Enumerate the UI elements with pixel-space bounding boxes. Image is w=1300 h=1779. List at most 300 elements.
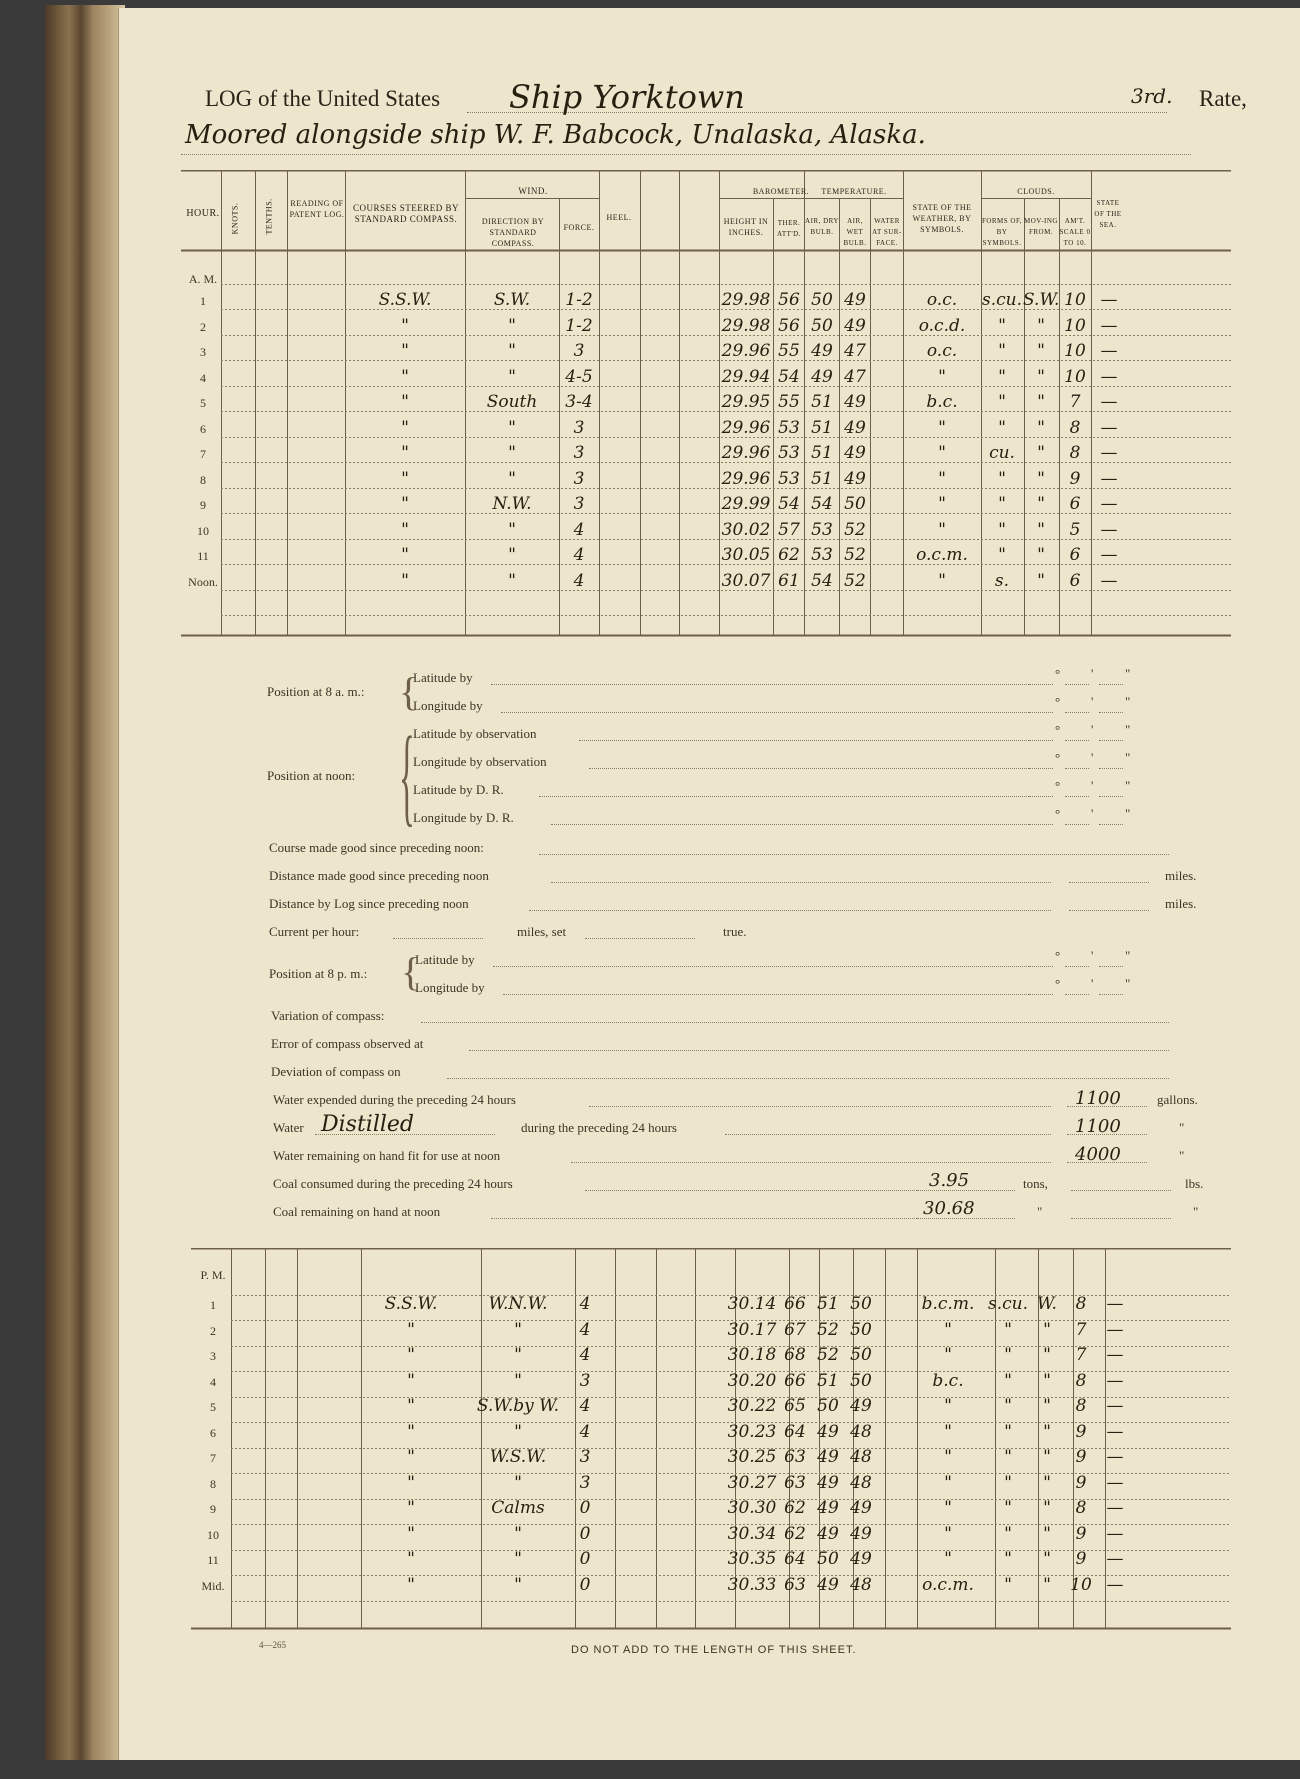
wind-force-cell: 3 (573, 468, 585, 489)
cloud-forms-cell: " (1004, 1345, 1012, 1365)
sea-cell: — (1106, 1549, 1124, 1569)
course-cell: " (407, 1447, 415, 1467)
wind-force-cell: 4 (573, 570, 585, 591)
col-temperature: TEMPERATURE. (821, 187, 887, 196)
sec-blank (1099, 994, 1123, 995)
weather-cell: " (944, 1549, 952, 1569)
wind-force-cell: 0 (579, 1523, 591, 1544)
wet-bulb-cell: 50 (850, 1370, 872, 1391)
sea-cell: — (1100, 570, 1118, 591)
barometer-cell: 30.02 (721, 519, 771, 540)
cloud-forms-cell: " (998, 545, 1006, 565)
weather-cell: " (938, 519, 946, 540)
log-page (118, 8, 1300, 1760)
min-blank (1065, 824, 1089, 825)
cloud-forms-cell: s.cu. (981, 290, 1022, 310)
wet-bulb-cell: 48 (850, 1472, 872, 1493)
weather-cell: " (938, 494, 946, 514)
sec-blank (1099, 684, 1123, 685)
current-per-hour: Current per hour: (269, 924, 360, 939)
sec-mark: " (1125, 778, 1131, 793)
min-mark: ' (1091, 778, 1094, 793)
true-label: true. (723, 924, 747, 939)
cloud-amount-cell: 8 (1075, 1294, 1087, 1314)
barometer-cell: 30.34 (727, 1523, 777, 1544)
cloud-amount-cell: 8 (1075, 1396, 1087, 1416)
weather-cell: o.c.m. (922, 1574, 974, 1595)
water-expended-line (1067, 1106, 1147, 1107)
sea-cell: — (1100, 519, 1118, 540)
ship-rate: 3rd. (1131, 84, 1173, 108)
ther-cell: 56 (778, 290, 800, 310)
ther-cell: 57 (778, 519, 800, 540)
cloud-amount-cell: 6 (1069, 570, 1081, 591)
course-cell: " (401, 341, 409, 361)
weather-cell: o.c.m. (916, 545, 968, 565)
cloud-amount-cell: 10 (1064, 315, 1086, 336)
dry-bulb-cell: 54 (811, 494, 833, 514)
wet-bulb-cell: 49 (850, 1523, 872, 1544)
water-remaining-dots (571, 1162, 1051, 1163)
weather-cell: " (938, 417, 946, 438)
coal-consumed-dots (585, 1190, 941, 1191)
ther-cell: 53 (778, 468, 800, 489)
weather-cell: " (938, 443, 946, 463)
cloud-forms-cell: " (1004, 1472, 1012, 1493)
course-good: Course made good since preceding noon: (269, 840, 484, 855)
wind-force-cell: 4 (579, 1396, 591, 1416)
barometer-cell: 29.96 (721, 341, 771, 361)
col-wind: WIND. (518, 186, 548, 196)
sea-cell: — (1106, 1498, 1124, 1518)
col-height: HEIGHT IN INCHES. (723, 217, 769, 237)
wind-force-cell: 3 (579, 1370, 591, 1391)
hour-label: Mid. (201, 1578, 225, 1593)
min-blank (1065, 740, 1089, 741)
sec-blank (1099, 712, 1123, 713)
water-type: Distilled (321, 1112, 415, 1137)
sec-blank (1099, 824, 1123, 825)
water-remaining-value: 4000 (1075, 1144, 1121, 1165)
dry-bulb-cell: 53 (811, 545, 833, 565)
sec-mark: " (1125, 976, 1131, 991)
cloud-amount-cell: 9 (1075, 1549, 1087, 1569)
dry-bulb-cell: 50 (811, 315, 833, 336)
barometer-cell: 29.95 (721, 392, 771, 412)
cloud-forms-cell: " (1004, 1574, 1012, 1595)
dry-bulb-cell: 50 (817, 1549, 839, 1569)
sec-blank (1099, 768, 1123, 769)
barometer-cell: 30.14 (727, 1294, 777, 1314)
wind-direction-cell: " (508, 519, 516, 540)
cloud-forms-cell: " (998, 341, 1006, 361)
min-blank (1065, 966, 1089, 967)
hour-label: 3 (200, 345, 206, 359)
wind-force-cell: 4 (579, 1294, 591, 1314)
cloud-moving-cell: W. (1037, 1294, 1057, 1314)
sea-cell: — (1100, 341, 1118, 361)
wet-bulb-cell: 50 (850, 1345, 872, 1365)
form-number: 4—265 (259, 1640, 286, 1650)
variation-dots (421, 1022, 1169, 1023)
wet-bulb-cell: 52 (844, 570, 866, 591)
wind-force-cell: 3 (573, 494, 585, 514)
weather-cell: " (938, 570, 946, 591)
hour-label: 10 (197, 523, 209, 538)
cloud-forms-cell: " (998, 494, 1006, 514)
ther-cell: 63 (784, 1574, 806, 1595)
deg-blank (1029, 824, 1053, 825)
distance-good: Distance made good since preceding noon (269, 868, 489, 883)
col-water-surface: WATER AT SUR-FACE. (872, 217, 902, 247)
wet-bulb-cell: 49 (844, 417, 866, 438)
hour-label: 8 (200, 472, 206, 487)
wet-bulb-cell: 48 (850, 1421, 872, 1442)
cloud-forms-cell: " (998, 392, 1006, 412)
wet-bulb-cell: 52 (844, 545, 866, 565)
wet-bulb-cell: 48 (850, 1574, 872, 1595)
water-remaining: Water remaining on hand fit for use at noon (273, 1148, 501, 1163)
cloud-forms-cell: " (1004, 1396, 1012, 1416)
barometer-cell: 29.96 (721, 417, 771, 438)
cloud-amount-cell: 9 (1075, 1523, 1087, 1544)
hour-label: 11 (197, 549, 209, 563)
sea-cell: — (1106, 1370, 1124, 1391)
wind-direction-cell: " (514, 1574, 522, 1595)
wind-direction-cell: " (514, 1370, 522, 1391)
distance-log: Distance by Log since preceding noon (269, 896, 469, 911)
error-dots (469, 1050, 1169, 1051)
cloud-amount-cell: 10 (1064, 366, 1086, 387)
wet-bulb-cell: 52 (844, 519, 866, 540)
cloud-amount-cell: 7 (1075, 1319, 1087, 1340)
hour-label: 5 (200, 396, 206, 410)
cloud-forms-cell: " (1004, 1319, 1012, 1340)
wind-force-cell: 1-2 (565, 315, 593, 336)
set-dots (585, 938, 695, 939)
course-cell: " (407, 1498, 415, 1518)
deg-mark: ° (1055, 948, 1061, 963)
deg-blank (1029, 684, 1053, 685)
coal-remaining-dots (491, 1218, 941, 1219)
min-blank (1065, 768, 1089, 769)
col-wind-direction: DIRECTION BY STANDARD COMPASS. (481, 217, 545, 248)
distance-log-value (1069, 910, 1149, 911)
course-cell: " (401, 545, 409, 565)
weather-cell: " (944, 1421, 952, 1442)
wind-direction-cell: " (508, 468, 516, 489)
long-by-8pm: Longitude by (415, 980, 485, 995)
wind-force-cell: 3 (573, 417, 585, 438)
cloud-moving-cell: S.W. (1023, 290, 1060, 310)
hour-label: Noon. (188, 574, 218, 589)
col-sea: STATE OF THE SEA. (1094, 199, 1122, 229)
water-expended: Water expended during the preceding 24 hours (273, 1092, 516, 1107)
min-mark: ' (1091, 976, 1094, 991)
hour-label: 1 (200, 294, 206, 308)
am-label: A. M. (188, 272, 218, 286)
course-cell: " (407, 1319, 415, 1340)
ther-cell: 61 (778, 570, 800, 591)
cloud-amount-cell: 9 (1075, 1421, 1087, 1442)
course-cell: " (407, 1549, 415, 1569)
hour-label: 5 (210, 1400, 216, 1414)
coal-remaining: Coal remaining on hand at noon (273, 1204, 441, 1219)
lat-8am-dots (491, 684, 1051, 685)
pos-8am-label: Position at 8 a. m.: (267, 684, 365, 699)
water-expended-value: 1100 (1075, 1088, 1121, 1109)
barometer-cell: 30.05 (721, 545, 771, 565)
dry-bulb-cell: 49 (817, 1523, 839, 1544)
min-mark: ' (1091, 750, 1094, 765)
course-cell: S.S.W. (378, 290, 432, 310)
barometer-cell: 30.27 (727, 1472, 777, 1493)
dry-bulb-cell: 52 (817, 1319, 839, 1340)
cloud-moving-cell: " (1043, 1574, 1051, 1595)
ship-name: Ship Yorktown (509, 78, 745, 116)
brace-8am: { (399, 669, 419, 714)
course-cell: " (407, 1396, 415, 1416)
course-cell: " (401, 468, 409, 489)
course-cell: " (401, 570, 409, 591)
wind-force-cell: 4 (573, 545, 585, 565)
cloud-moving-cell: " (1037, 519, 1045, 540)
coal-consumed-value: 3.95 (929, 1170, 970, 1191)
cloud-forms-cell: s.cu. (987, 1294, 1028, 1314)
barometer-cell: 29.98 (721, 315, 771, 336)
wind-direction-cell: " (514, 1345, 522, 1365)
dry-bulb-cell: 51 (817, 1294, 839, 1314)
ditto-1: " (1179, 1120, 1185, 1135)
ther-cell: 62 (784, 1498, 806, 1518)
cloud-amount-cell: 5 (1069, 519, 1081, 540)
cloud-amount-cell: 6 (1069, 545, 1081, 565)
wet-bulb-cell: 50 (844, 494, 866, 514)
dry-bulb-cell: 49 (817, 1421, 839, 1442)
cloud-moving-cell: " (1037, 545, 1045, 565)
deg-blank (1029, 768, 1053, 769)
barometer-cell: 30.23 (727, 1421, 777, 1442)
col-wet-bulb: AIR, WET BULB. (843, 217, 867, 247)
course-cell: " (401, 443, 409, 463)
wind-force-cell: 3 (579, 1472, 591, 1493)
barometer-cell: 29.94 (721, 366, 771, 387)
cloud-forms-cell: " (1004, 1523, 1012, 1544)
col-hour: HOUR. (186, 208, 220, 219)
dry-bulb-cell: 53 (811, 519, 833, 540)
cloud-forms-cell: " (1004, 1498, 1012, 1518)
cloud-moving-cell: " (1037, 417, 1045, 438)
wet-bulb-cell: 49 (844, 392, 866, 412)
sea-cell: — (1100, 417, 1118, 438)
book-page-edges (45, 5, 125, 1760)
deg-blank (1029, 796, 1053, 797)
long-by-8am: Longitude by (413, 698, 483, 713)
deg-blank (1029, 712, 1053, 713)
weather-cell: b.c.m. (921, 1294, 975, 1314)
col-cloud-moving: MOV-ING FROM. (1024, 217, 1058, 236)
cloud-amount-cell: 10 (1070, 1574, 1092, 1595)
sec-mark: " (1125, 750, 1131, 765)
wind-force-cell: 0 (579, 1574, 591, 1595)
log-title-label: LOG of the United States (205, 86, 441, 111)
water-distilled-dots (725, 1134, 1051, 1135)
cloud-amount-cell: 9 (1075, 1447, 1087, 1467)
dry-bulb-cell: 49 (817, 1498, 839, 1518)
sec-blank (1099, 740, 1123, 741)
sea-cell: — (1100, 315, 1118, 336)
lat-8pm-dots (493, 966, 1053, 967)
dry-bulb-cell: 54 (811, 570, 833, 591)
weather-cell: " (938, 468, 946, 489)
barometer-cell: 30.07 (721, 570, 771, 591)
rate-label: Rate, (1199, 86, 1247, 111)
course-cell: " (401, 519, 409, 540)
wind-direction-cell: W.N.W. (488, 1294, 548, 1314)
cloud-forms-cell: " (998, 417, 1006, 438)
hour-label: 3 (210, 1349, 216, 1363)
cloud-amount-cell: 10 (1064, 290, 1086, 310)
ther-cell: 64 (784, 1549, 806, 1569)
course-cell: " (407, 1345, 415, 1365)
wet-bulb-cell: 50 (850, 1319, 872, 1340)
lbs-label: lbs. (1185, 1176, 1204, 1191)
course-cell: " (407, 1370, 415, 1391)
wet-bulb-cell: 50 (850, 1294, 872, 1314)
long-obs: Longitude by observation (413, 754, 547, 769)
wind-direction-cell: " (508, 545, 516, 565)
hour-label: 4 (200, 370, 206, 385)
hour-label: 7 (200, 447, 206, 461)
lat-by-8pm: Latitude by (415, 952, 475, 967)
wind-direction-cell: S.W.by W. (476, 1396, 560, 1416)
wind-force-cell: 3 (573, 443, 585, 463)
weather-cell: " (944, 1498, 952, 1518)
sea-cell: — (1106, 1396, 1124, 1416)
wet-bulb-cell: 49 (850, 1549, 872, 1569)
hour-label: 2 (200, 319, 206, 334)
coal-consumed: Coal consumed during the preceding 24 hours (273, 1176, 513, 1191)
deg-mark: ° (1055, 750, 1061, 765)
barometer-cell: 30.22 (727, 1396, 777, 1416)
water-distilled-line (1067, 1134, 1147, 1135)
cloud-moving-cell: " (1043, 1319, 1051, 1340)
wet-bulb-cell: 49 (844, 443, 866, 463)
error-compass: Error of compass observed at (271, 1036, 424, 1051)
cloud-amount-cell: 9 (1075, 1472, 1087, 1493)
wind-direction-cell: S.W. (493, 290, 531, 310)
sec-blank (1099, 796, 1123, 797)
cloud-moving-cell: " (1043, 1472, 1051, 1493)
ditto-2: " (1179, 1148, 1185, 1163)
sea-cell: — (1106, 1574, 1124, 1595)
min-mark: ' (1091, 948, 1094, 963)
miles-2: miles. (1165, 896, 1197, 911)
barometer-cell: 29.98 (721, 290, 771, 310)
dry-bulb-cell: 51 (811, 392, 833, 412)
tons-label: tons, (1023, 1176, 1048, 1191)
course-cell: " (401, 417, 409, 438)
min-blank (1065, 796, 1089, 797)
water-type-line (315, 1134, 495, 1135)
cloud-moving-cell: " (1043, 1421, 1051, 1442)
wet-bulb-cell: 49 (850, 1396, 872, 1416)
ther-cell: 66 (784, 1370, 806, 1391)
cloud-moving-cell: " (1043, 1396, 1051, 1416)
wind-force-cell: 4-5 (565, 366, 593, 387)
barometer-cell: 30.17 (727, 1319, 777, 1340)
col-barometer: BAROMETER. (752, 187, 810, 196)
barometer-cell: 30.25 (727, 1447, 777, 1467)
dry-bulb-cell: 50 (811, 290, 833, 310)
col-ther: THER. ATT'D. (777, 219, 801, 238)
deg-mark: ° (1055, 666, 1061, 681)
wind-force-cell: 4 (579, 1319, 591, 1340)
min-mark: ' (1091, 666, 1094, 681)
long-8pm-dots (503, 994, 1053, 995)
dry-bulb-cell: 51 (811, 417, 833, 438)
sea-cell: — (1100, 443, 1118, 463)
col-wind-force: FORCE. (563, 223, 595, 232)
water-during: during the preceding 24 hours (521, 1120, 677, 1135)
sea-cell: — (1106, 1345, 1124, 1365)
cloud-forms-cell: " (998, 366, 1006, 387)
weather-cell: " (944, 1396, 952, 1416)
ther-cell: 54 (778, 366, 800, 387)
deg-blank (1029, 740, 1053, 741)
wet-bulb-cell: 49 (844, 290, 866, 310)
sec-blank (1099, 966, 1123, 967)
location-underline (181, 154, 1191, 155)
coal-remaining-lbs-line (1071, 1218, 1171, 1219)
col-cloud-amount: AM'T. SCALE 0 TO 10. (1059, 217, 1091, 247)
weather-cell: o.c.d. (918, 315, 966, 336)
ther-cell: 63 (784, 1447, 806, 1467)
barometer-cell: 30.20 (727, 1370, 777, 1391)
cloud-amount-cell: 7 (1075, 1345, 1087, 1365)
col-tenths: TENTHS. (264, 198, 274, 235)
min-blank (1065, 684, 1089, 685)
weather-cell: b.c. (926, 392, 958, 412)
weather-cell: b.c. (932, 1370, 964, 1391)
dry-bulb-cell: 50 (817, 1396, 839, 1416)
sec-mark: " (1125, 948, 1131, 963)
wind-force-cell: 3-4 (565, 392, 593, 412)
lat-obs: Latitude by observation (413, 726, 537, 741)
dry-bulb-cell: 49 (817, 1472, 839, 1493)
weather-cell: " (944, 1472, 952, 1493)
hour-label: 7 (210, 1451, 216, 1465)
dry-bulb-cell: 49 (811, 366, 833, 387)
weather-cell: " (938, 366, 946, 387)
wet-bulb-cell: 49 (844, 315, 866, 336)
wind-direction-cell: " (514, 1472, 522, 1493)
deg-mark: ° (1055, 778, 1061, 793)
long-obs-dots (589, 768, 1051, 769)
cloud-forms-cell: " (1004, 1549, 1012, 1569)
min-mark: ' (1091, 694, 1094, 709)
sec-mark: " (1125, 666, 1131, 681)
wind-direction-cell: South (486, 392, 538, 412)
course-cell: S.S.W. (384, 1294, 438, 1314)
ther-cell: 66 (784, 1294, 806, 1314)
cloud-amount-cell: 8 (1069, 417, 1081, 438)
wind-direction-cell: W.S.W. (489, 1447, 547, 1467)
ditto-3: " (1037, 1204, 1043, 1219)
course-cell: " (401, 366, 409, 387)
ther-cell: 55 (778, 392, 800, 412)
footer-notice: DO NOT ADD TO THE LENGTH OF THIS SHEET. (571, 1644, 857, 1656)
